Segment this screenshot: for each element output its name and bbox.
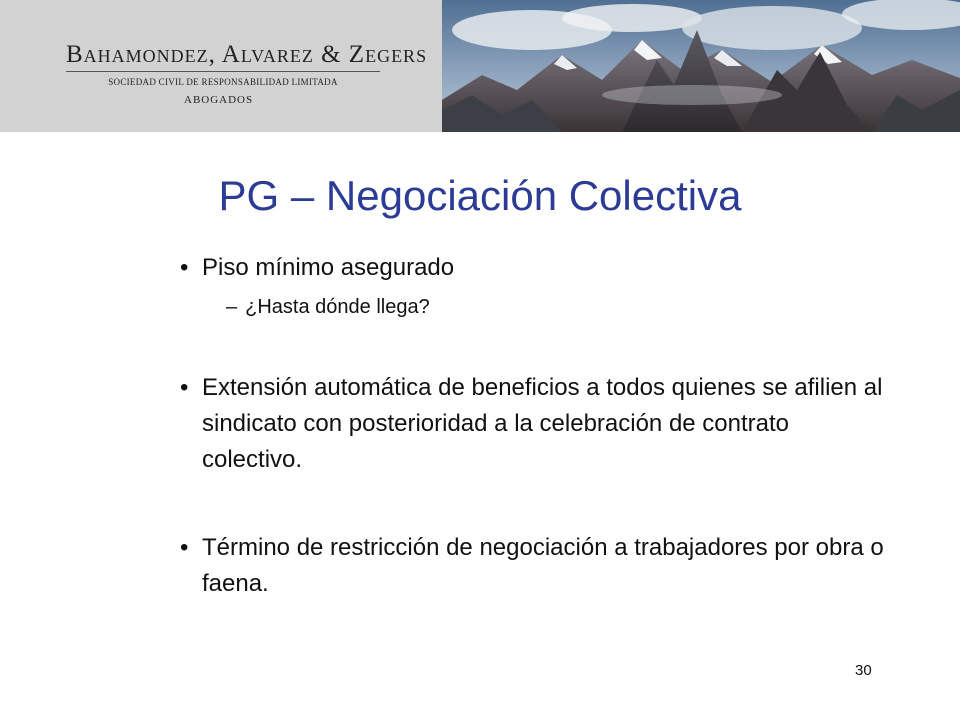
mountain-photo [442, 0, 960, 132]
bullet-dot: • [180, 254, 189, 281]
firm-name: Bahamondez, Alvarez & Zegers [66, 41, 428, 68]
bullet-text: Término de restricción de negociación a trabajadores por obra o faena. [202, 534, 884, 597]
sub-bullet-text: ¿Hasta dónde llega? [245, 296, 430, 318]
firm-role: ABOGADOS [184, 94, 254, 106]
bullet-text: Piso mínimo asegurado [202, 254, 455, 281]
firm-subtitle: SOCIEDAD CIVIL DE RESPONSABILIDAD LIMITADA [108, 77, 338, 87]
bullet-item [180, 530, 892, 602]
bullet-dot: • [180, 374, 189, 401]
page-number: 30 [855, 662, 872, 679]
sub-bullet-item [226, 296, 430, 319]
sub-bullet-dash: – [226, 296, 238, 318]
slide-title: PG – Negociación Colectiva [218, 172, 742, 219]
bullet-dot: • [180, 534, 189, 561]
bullet-item [180, 370, 892, 478]
firm-divider [66, 71, 380, 72]
bullet-item [180, 250, 892, 286]
bullet-text: Extensión automática de beneficios a todos quienes se afilien al sindicato con posterioridad a la celebración de contrato colectivo. [202, 374, 883, 473]
firm-logo-panel [0, 0, 442, 132]
